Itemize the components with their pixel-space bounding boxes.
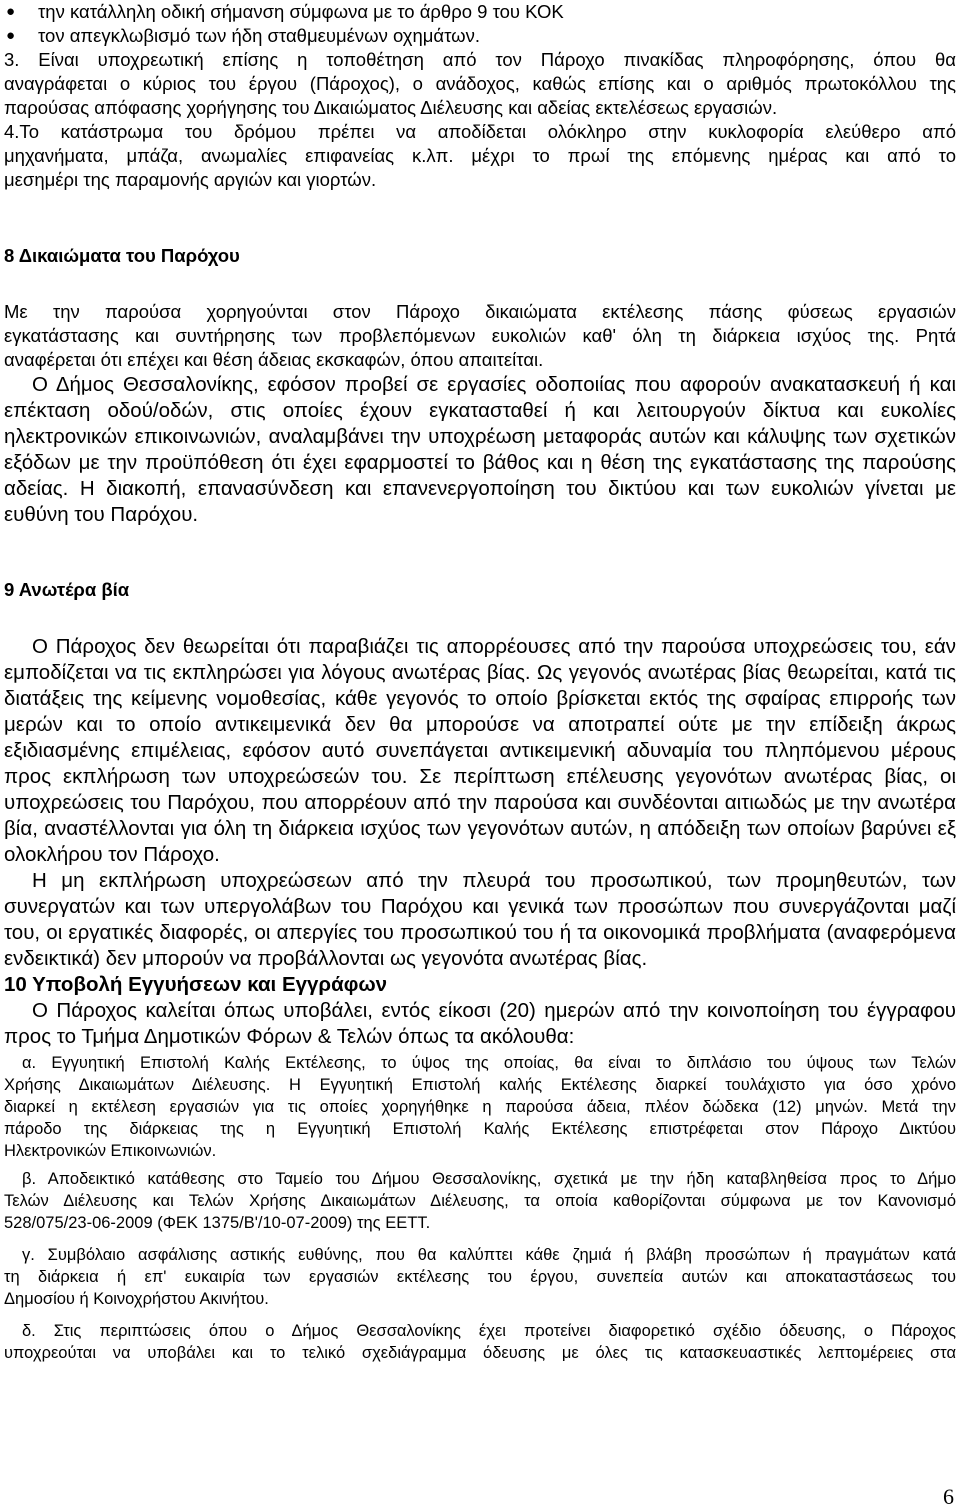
paragraph-line: εξιδιασμένης επιμέλειας, εφόσον αυτό συνεπάγεται αντικειμενική αδυναμία του πληπόμενου μέρους <box>4 739 956 762</box>
item4-line: μεσημέρι της παραμονής αργιών και γιορτών. <box>4 169 377 190</box>
list-item-line: 528/075/23-06-2009 (ΦΕΚ 1375/Β'/10-07-2009) της ΕΕΤΤ. <box>4 1214 431 1232</box>
bullet-item: την κατάλληλη οδική σήμανση σύμφωνα με το άρθρο 9 του ΚΟΚ <box>38 1 564 22</box>
bullet-marker: ● <box>6 27 16 44</box>
list-item-line: γ. Συμβόλαιο ασφάλισης αστικής ευθύνης, που θα καλύπτει κάθε ζημιά ή βλάβη προσώπων ή πραγμάτων κατά <box>22 1246 956 1264</box>
paragraph-line: Η μη εκπλήρωση υποχρεώσεων από την πλευρά του προσωπικού, των προμηθευτών, των <box>32 869 956 892</box>
paragraph-line: μερών και το οποίο αντικειμενικά δεν θα μπορούσε να αποτραπεί ούτε με την επίδειξη άκρως <box>4 713 956 736</box>
bullet-marker: ● <box>6 3 16 20</box>
section-heading: 10 Υποβολή Εγγυήσεων και Εγγράφων <box>4 973 388 996</box>
paragraph-line: Με την παρούσα χορηγούνται στον Πάροχο δικαιώματα εκτέλεσης πάσης φύσεως εργασιών <box>4 301 956 322</box>
list-item-line: Χρήσης Δικαιωμάτων Διέλευσης. Η Εγγυητική Επιστολή καλής Εκτέλεσης διαρκεί τουλάχιστο για όσο χρόνο <box>4 1076 956 1094</box>
section-heading: 9 Ανωτέρα βία <box>4 579 130 600</box>
paragraph-line: Ο Πάροχος καλείται όπως υποβάλει, εντός είκοσι (20) ημερών από την κοινοποίηση του έγγραφου <box>32 999 956 1022</box>
list-item-line: τη διάρκεια ή επ' ευκαιρία των εργασιών εκτέλεσης του έργου, συνεπεία αυτών και αποκαταστάσεως του <box>4 1268 956 1286</box>
item3-line: 3. Είναι υποχρεωτική επίσης η τοποθέτηση από τον Πάροχο πινακίδας πληροφόρησης, όπου θα <box>4 49 956 70</box>
bullet-item: τον απεγκλωβισμό των ήδη σταθμευμένων οχημάτων. <box>38 25 480 46</box>
item3-line: παρούσας απόφασης χορήγησης του Δικαιώματος Διέλευσης και αδείας εκτελέσεως εργασιών. <box>4 97 778 118</box>
list-item-line: δ. Στις περιπτώσεις όπου ο Δήμος Θεσσαλονίκης έχει προτείνει διαφορετικό σχέδιο όδευσης, ο Πάροχος <box>22 1322 956 1340</box>
list-item-line: Τελών Διέλευσης και Τελών Χρήσης Δικαιωμάτων Διέλευσης, τα οποία καθορίζονται σύμφωνα με τον Κανονισμό <box>4 1192 956 1210</box>
list-item-line: διαρκεί η εκτέλεση εργασιών για τις οποίες χορηγήθηκε η παρούσα άδεια, πλέον δώδεκα (12) μηνών. Μετά την <box>4 1098 956 1116</box>
paragraph-line: εγκατάστασης και συντήρησης των προβλεπόμενων ευκολιών καθ' όλη τη διάρκεια ισχύος της. Ρητά <box>4 325 956 346</box>
paragraph-line: ενδεικτικά) δεν μπορούν να προβάλλονται ως γεγονότα ανωτέρας βίας. <box>4 947 648 970</box>
paragraph-line: επέκταση οδού/οδών, στις οποίες έχουν εγκατασταθεί ή και λειτουργούν δίκτυα και ευκολίες <box>4 399 956 422</box>
list-item-line: Ηλεκτρονικών Επικοινωνιών. <box>4 1142 217 1160</box>
paragraph-line: προς το Τμήμα Δημοτικών Φόρων & Τελών όπως τα ακόλουθα: <box>4 1025 575 1048</box>
paragraph-line: αναφέρεται ότι επέχει και θέση άδειας εκσκαφών, όπου απαιτείται. <box>4 349 544 370</box>
paragraph-line: του, οι εργατικές διαφορές, οι απεργίες του προσωπικού του ή τα οικονομικά προβλήματα (αναφερόμενα <box>4 921 956 944</box>
list-item-line: α. Εγγυητική Επιστολή Καλής Εκτέλεσης, το ύψος της οποίας, θα είναι το διπλάσιο του ύψους των Τελών <box>22 1054 956 1072</box>
paragraph-line: ολοκλήρου τον Πάροχο. <box>4 843 220 866</box>
paragraph-line: συνεργατών και των υπεργολάβων του Παρόχου και γενικά των προσώπων που συνεργάζονται μαζί <box>4 895 956 918</box>
list-item-line: Δημοσίου ή Κοινοχρήστου Ακινήτου. <box>4 1290 269 1308</box>
page-number: 6 <box>943 1484 954 1509</box>
paragraph-line: ευθύνη του Παρόχου. <box>4 503 199 526</box>
paragraph-line: Ο Δήμος Θεσσαλονίκης, εφόσον προβεί σε εργασίες οδοποιίας που αφορούν ανακατασκευή ή και <box>32 373 956 396</box>
item4-line: 4.Το κατάστρωμα του δρόμου πρέπει να αποδίδεται ολόκληρο στην κυκλοφορία ελεύθερο από <box>4 121 956 142</box>
paragraph-line: εξόδων με την προϋπόθεση ότι έχει εφαρμοστεί το βάθος και η θέση της εγκατάστασης της παρούσης <box>4 451 956 474</box>
item4-line: μηχανήματα, μπάζα, ανωμαλίες επιφανείας κ.λπ. μέχρι το πρωί της επόμενης ημέρας και από το <box>4 145 956 166</box>
list-item-line: β. Αποδεικτικό κατάθεσης στο Ταμείο του Δήμου Θεσσαλονίκης, σχετικά με την ήδη καταβληθείσα προς το Δήμο <box>22 1170 956 1188</box>
section-heading: 8 Δικαιώματα του Παρόχου <box>4 245 240 266</box>
paragraph-line: εμποδίζεται να τις εκπληρώσει για λόγους ανωτέρας βίας. Ως γεγονός ανωτέρας βίας θεωρείται, κατά τις <box>4 661 956 684</box>
paragraph-line: αδείας. Η διακοπή, επανασύνδεση και επανενεργοποίηση του δικτύου και των ευκολιών γίνεται με <box>4 477 956 500</box>
list-item-line: πάροδο της διάρκειας της η Εγγυητική Επιστολή Καλής Εκτέλεσης επιστρέφεται στον Πάροχο Δικτύου <box>4 1120 956 1138</box>
list-item-line: υποχρεούται να υποβάλει και το τελικό σχεδιάγραμμα όδευσης με όλες τις κατασκευαστικές λεπτομέρειες στα <box>4 1344 956 1362</box>
paragraph-line: προς εκπλήρωση των υποχρεώσεών του. Σε περίπτωση επέλευσης γεγονότων ανωτέρας βίας, οι <box>4 765 956 788</box>
paragraph-line: υποχρεώσεις του Παρόχου, που απορρέουν από την παρούσα και συνδέονται αιτιωδώς με την ανωτέρα <box>4 791 956 814</box>
paragraph-line: ηλεκτρονικών επικοινωνιών, αναλαμβάνει την υποχρέωση μεταφοράς αυτών και κάλυψης των σχετικών <box>4 425 956 448</box>
paragraph-line: διατάξεις της κείμενης νομοθεσίας, κάθε γεγονός το οποίο βρίσκεται εκτός της σφαίρας επιρροής των <box>4 687 956 710</box>
item3-line: αναγράφεται ο κύριος του έργου (Πάροχος), ο ανάδοχος, καθώς επίσης και ο αριθμός πρωτοκόλλου της <box>4 73 956 94</box>
paragraph-line: Ο Πάροχος δεν θεωρείται ότι παραβιάζει τις απορρέουσες από την παρούσα υποχρεώσεις του, εάν <box>32 635 956 658</box>
paragraph-line: βία, αναστέλλονται για όλη τη διάρκεια ισχύος των γεγονότων αυτών, η απόδειξη των οποίων βαρύνει εξ <box>4 817 956 840</box>
